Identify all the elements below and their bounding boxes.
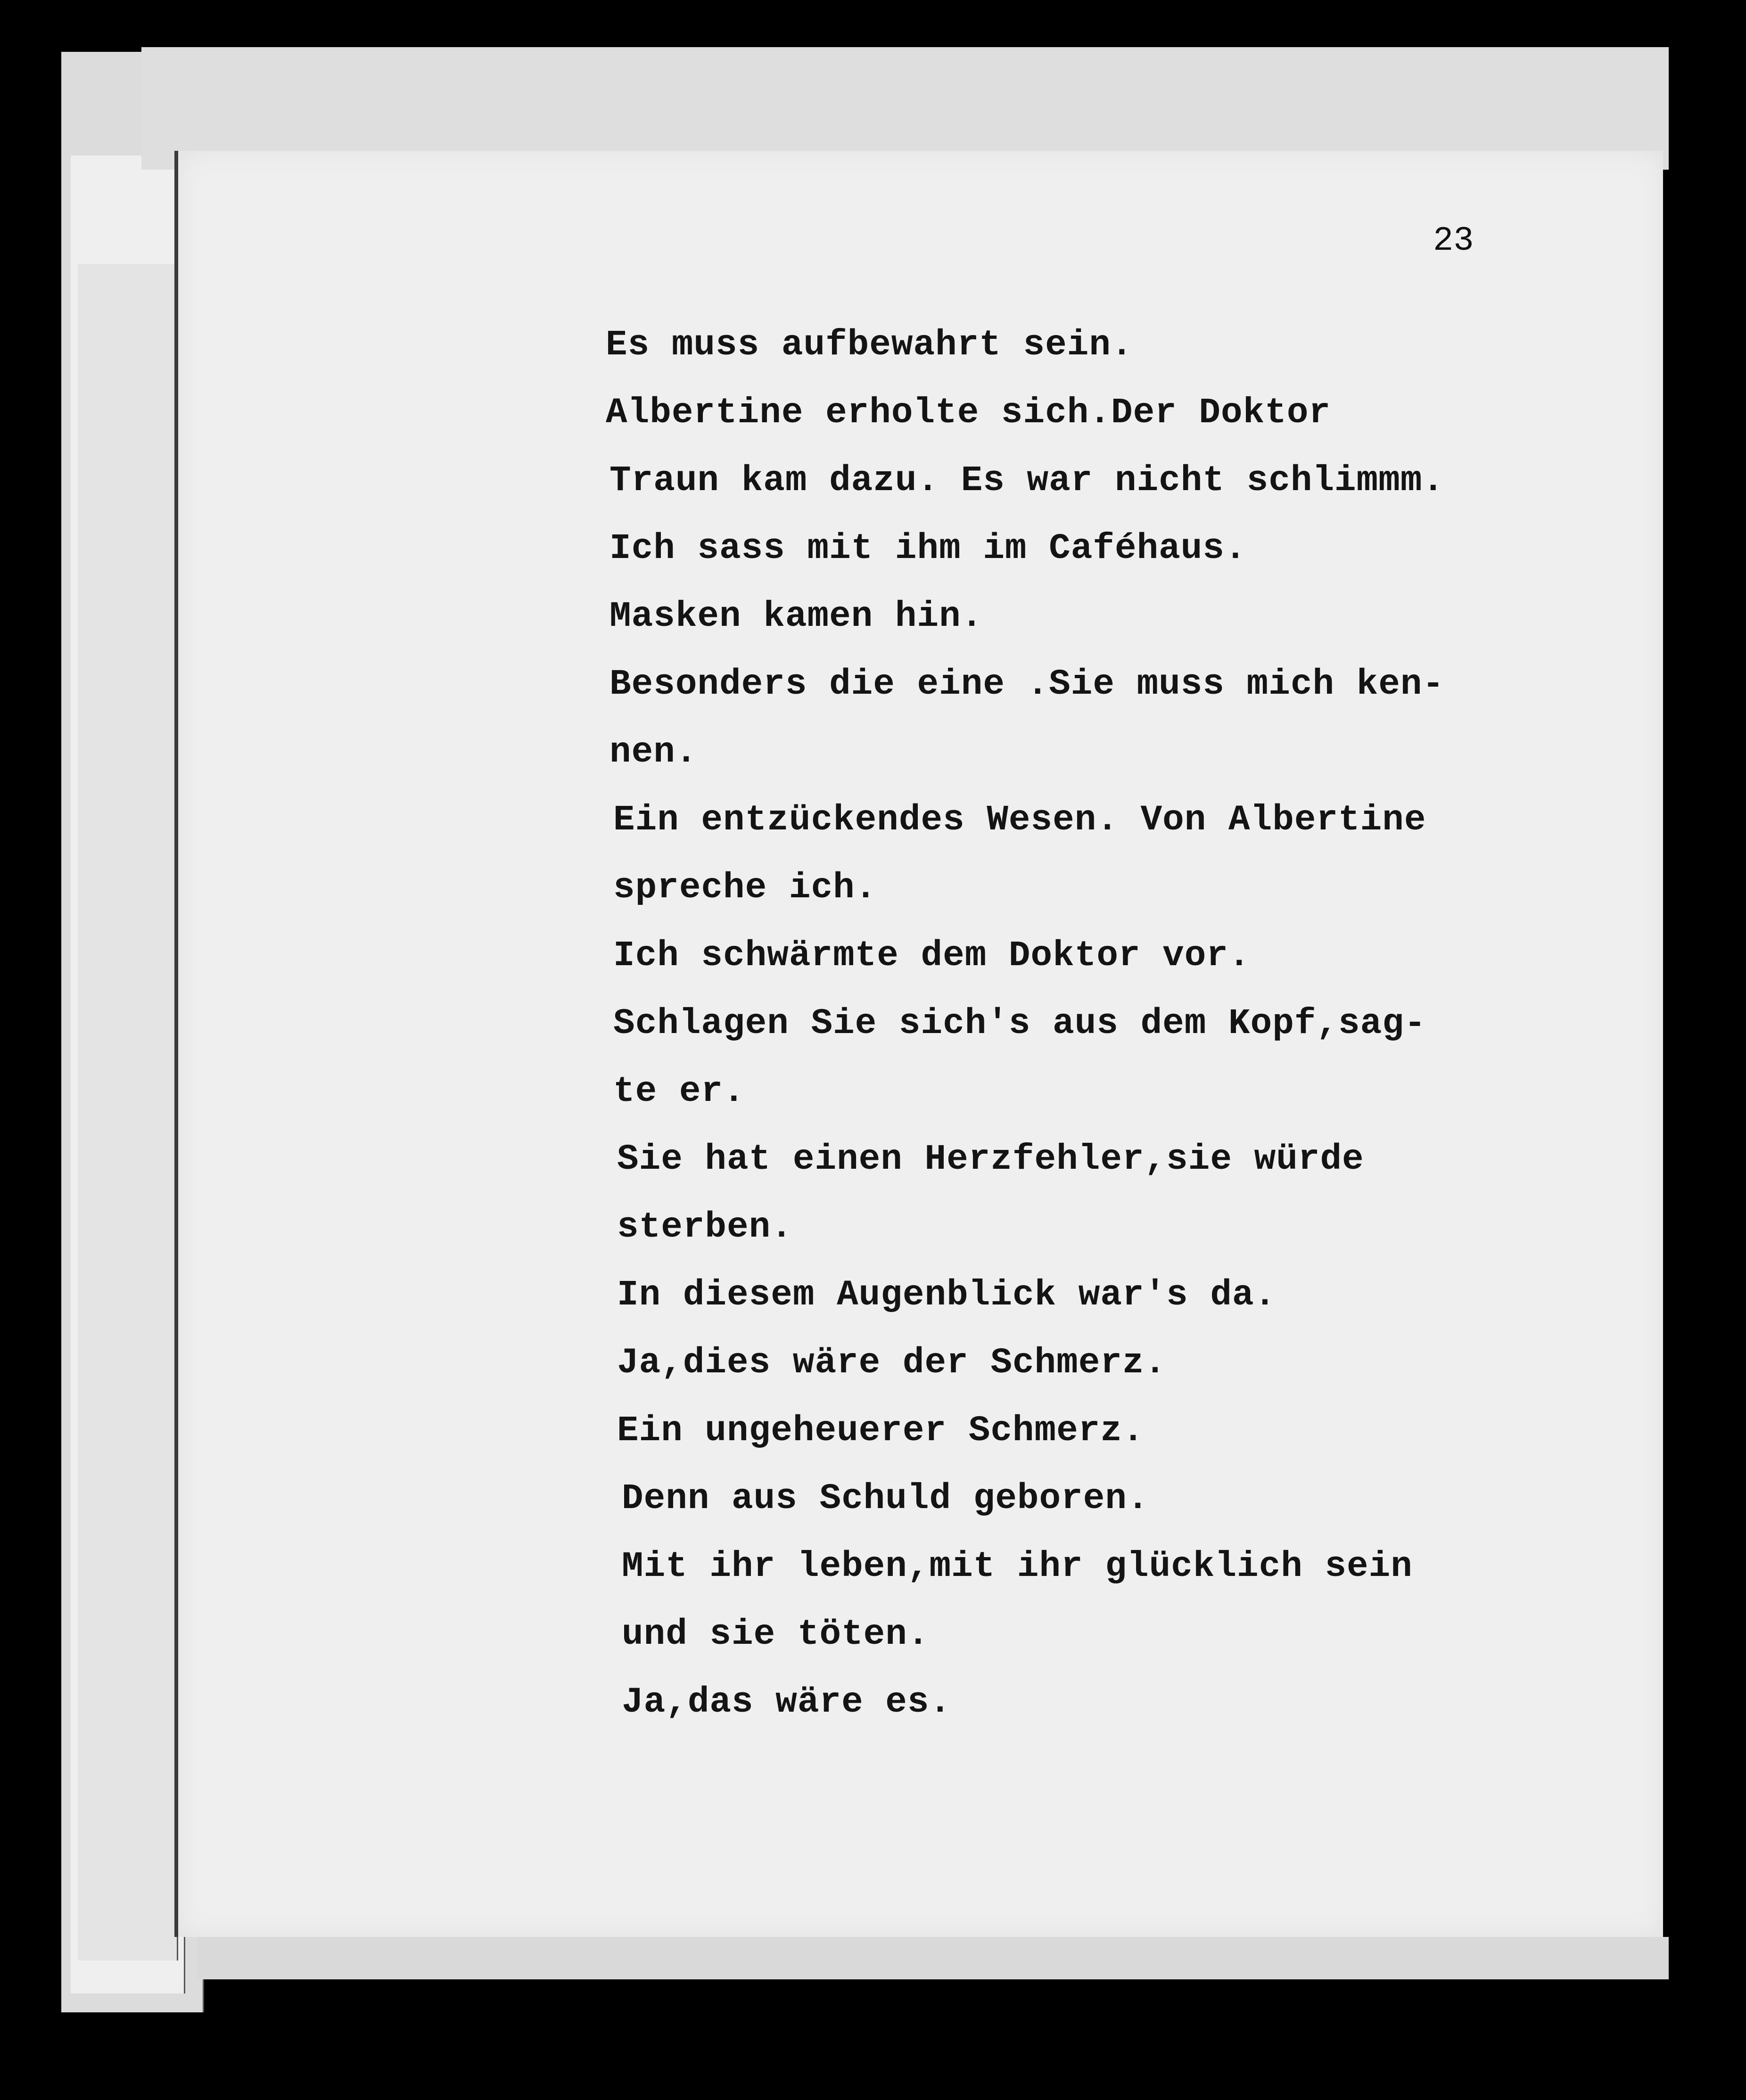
text-line: te er. [613, 1071, 745, 1112]
text-line: nen. [609, 732, 698, 772]
text-line: Ja,dies wäre der Schmerz. [617, 1343, 1167, 1383]
text-line: Masken kamen hin. [609, 596, 983, 637]
text-line: Es muss aufbewahrt sein. [606, 325, 1133, 365]
text-line: Ja,das wäre es. [622, 1682, 952, 1723]
text-line: Ich sass mit ihm im Caféhaus. [609, 528, 1247, 569]
text-line: Albertine erholte sich.Der Doktor [606, 393, 1331, 433]
text-line: Traun kam dazu. Es war nicht schlimmm. [609, 460, 1445, 501]
page-edge [198, 1937, 1669, 1979]
typescript-text [606, 311, 1548, 1736]
text-line: Sie hat einen Herzfehler,sie würde [617, 1139, 1364, 1180]
page-number: 23 [1433, 221, 1474, 260]
text-line: Besonders die eine .Sie muss mich ken- [609, 664, 1445, 705]
text-line: und sie töten. [622, 1614, 930, 1655]
text-line: In diesem Augenblick war's da. [617, 1275, 1277, 1315]
text-line: Ein ungeheuerer Schmerz. [617, 1411, 1145, 1451]
text-line: Schlagen Sie sich's aus dem Kopf,sag- [613, 1003, 1426, 1044]
text-line: Ich schwärmte dem Doktor vor. [613, 935, 1251, 976]
text-line: Mit ihr leben,mit ihr glücklich sein [622, 1546, 1413, 1587]
text-line: spreche ich. [613, 868, 877, 908]
text-line: sterben. [617, 1207, 793, 1247]
back-sheet [78, 264, 178, 1961]
text-line: Ein entzückendes Wesen. Von Albertine [613, 800, 1426, 840]
text-line: Denn aus Schuld geboren. [622, 1478, 1149, 1519]
